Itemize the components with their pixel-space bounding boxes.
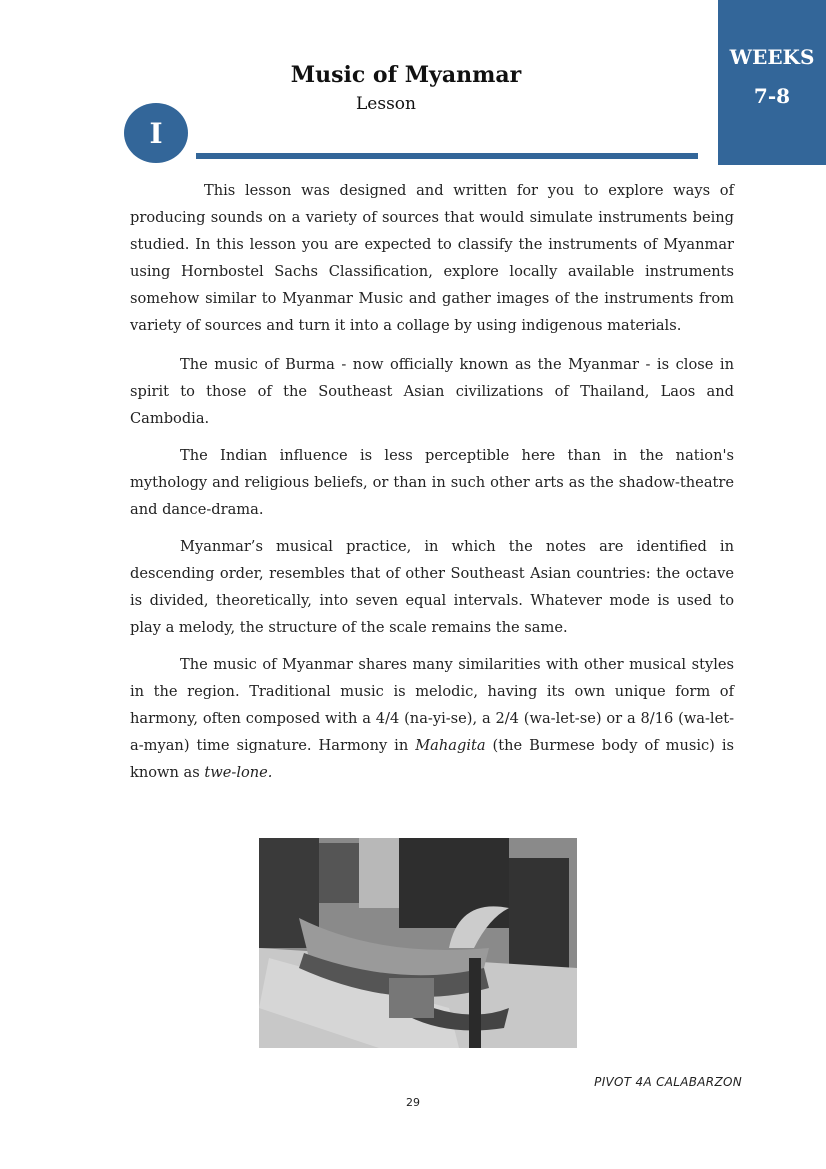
publisher-footer: PIVOT 4A CALABARZON xyxy=(594,1075,742,1089)
weeks-range: 7-8 xyxy=(753,84,791,108)
weeks-label: WEEKS xyxy=(729,45,815,69)
paragraph xyxy=(130,651,734,786)
paragraph: The Indian influence is less perceptible here than in the nation's mythology and religious beliefs, or than in such other arts as the shadow-theatre and dance-drama. xyxy=(130,447,734,518)
page-number: 29 xyxy=(406,1096,420,1109)
paragraph: Myanmar’s musical practice, in which the notes are identified in descending order, resembles that of other Southeast Asian countries: the octave is divided, theoretically, into seven equal intervals. Whatever mode is used to play a melody, the structure of the scale remains the same. xyxy=(130,538,734,636)
term-mahagita: Mahagita xyxy=(415,737,486,754)
term-twe-lone: twe-lone. xyxy=(204,764,273,781)
lesson-body xyxy=(130,177,734,796)
instrument-photo xyxy=(259,838,577,1048)
section-badge: I xyxy=(124,103,188,163)
text: The music of Myanmar shares many similarities with other musical styles in the region. Traditional music is melodic, having its own unique form of harmony, often composed with a 4/4 (na-yi-se), a 2/4 (wa-let-se) or a 8/16 (wa-let-a-myan) time signature. Harmony in xyxy=(130,656,734,754)
page-title: Music of Myanmar xyxy=(290,62,522,88)
page-subtitle: Lesson xyxy=(356,94,416,114)
header-divider xyxy=(196,153,698,159)
weeks-badge xyxy=(718,0,826,165)
paragraph: The music of Burma - now officially known as the Myanmar - is close in spirit to those of the Southeast Asian civilizations of Thailand, Laos and Cambodia. xyxy=(130,356,734,427)
text: (the Burmese body of music) is known as xyxy=(130,737,735,781)
paragraph: This lesson was designed and written for you to explore ways of producing sounds on a variety of sources that would simulate instruments being studied. In this lesson you are expected to classify the instruments of Myanmar using Hornbostel Sachs Classification, explore locally available instruments somehow similar to Myanmar Music and gather images of the instruments from variety of sources and turn it into a collage by using indigenous materials. xyxy=(130,182,734,334)
